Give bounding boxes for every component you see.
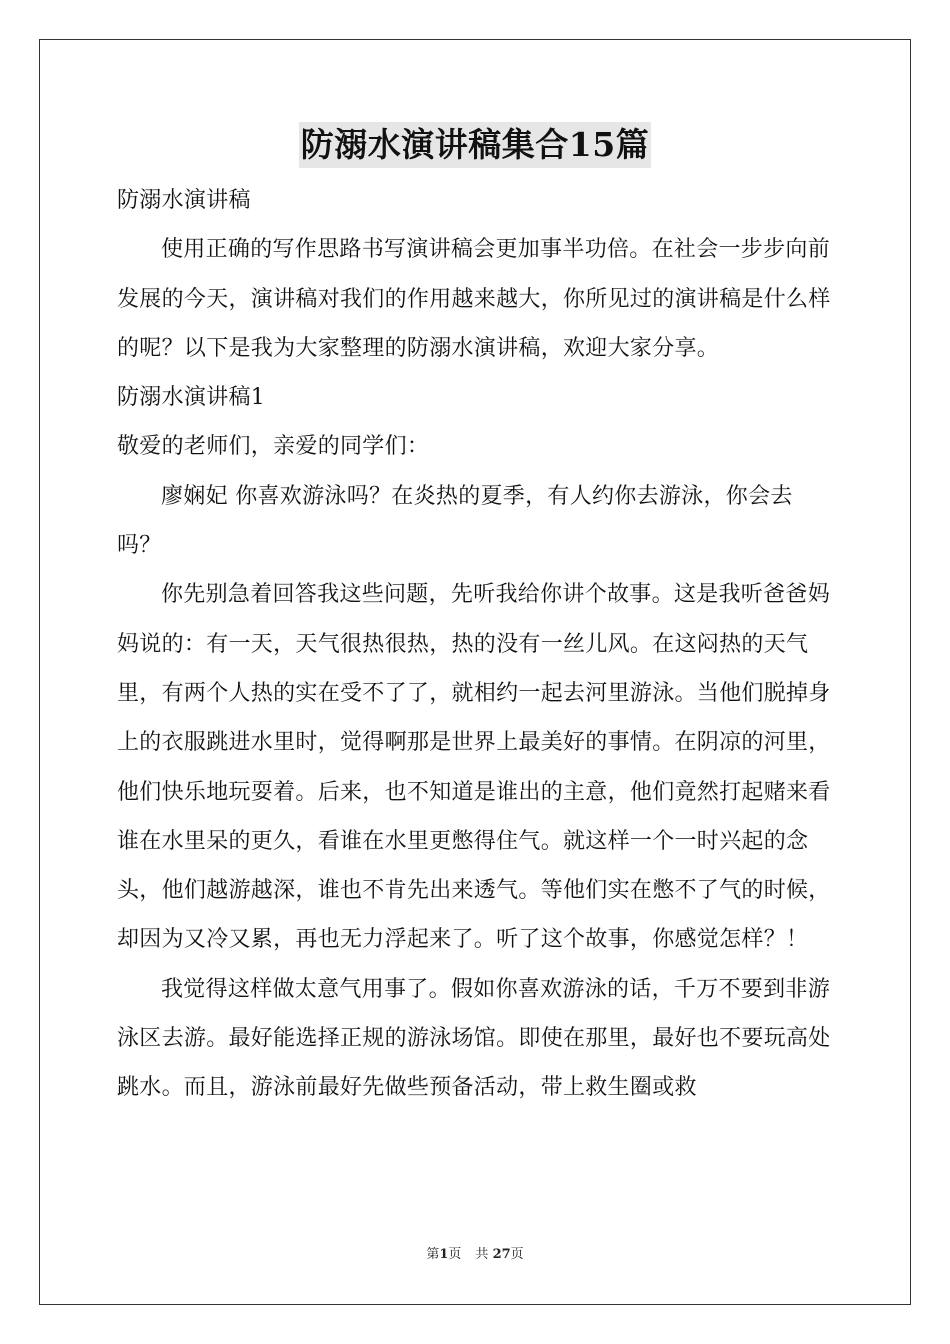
page-number: 第1页 — [426, 1247, 462, 1262]
section-heading: 防溺水演讲稿1 — [117, 385, 266, 411]
title-container — [0, 122, 950, 168]
subtitle-line: 防溺水演讲稿 — [117, 188, 251, 213]
salutation-line: 敬爱的老师们，亲爱的同学们： — [117, 434, 430, 460]
document-body — [117, 176, 835, 1113]
page-total: 共 27页 — [475, 1247, 524, 1262]
body-paragraph: 廖娴妃 你喜欢游泳吗？在炎热的夏季，有人约你去游泳，你会去吗？ — [117, 483, 793, 559]
body-paragraph: 你先别急着回答我这些问题，先听我给你讲个故事。这是我听爸爸妈妈说的：有一天，天气很热很热，热的没有一丝儿风。在这闷热的天气里，有两个人热的实在受不了了，就相约一起去河里游泳。当他们脱掉身上的衣服跳进水里时，觉得啊那是世界上最美好的事情。在阴凉的河里，他们快乐地玩耍着。后来，也不知道是谁出的主意，他们竟然打起赌来看谁在水里呆的更久，看谁在水里更憋得住气。就这样一个一时兴起的念头，他们越游越深，谁也不肯先出来透气。等他们实在憋不了气的时候，却因为又冷又累，再也无力浮起来了。听了这个故事，你感觉怎样？！ — [117, 582, 831, 953]
body-paragraph: 我觉得这样做太意气用事了。假如你喜欢游泳的话，千万不要到非游泳区去游。最好能选择正规的游泳场馆。即使在那里，最好也不要玩高处跳水。而且，游泳前最好先做些预备活动，带上救生圈或救 — [117, 976, 831, 1101]
intro-paragraph: 使用正确的写作思路书写演讲稿会更加事半功倍。在社会一步步向前发展的今天，演讲稿对我们的作用越来越大，你所见过的演讲稿是什么样的呢？以下是我为大家整理的防溺水演讲稿，欢迎大家分享。 — [117, 237, 831, 361]
page-footer — [0, 1245, 950, 1265]
document-title: 防溺水演讲稿集合15篇 — [299, 122, 651, 168]
